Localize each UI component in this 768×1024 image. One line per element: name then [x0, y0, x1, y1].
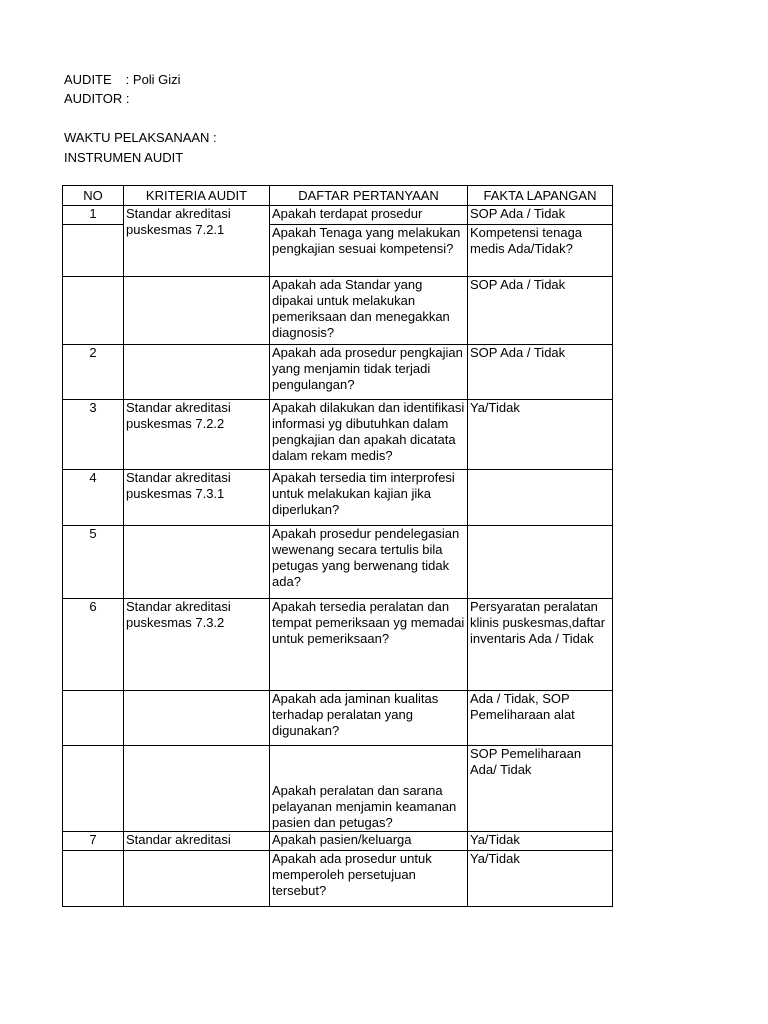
row-fakta [468, 526, 613, 599]
table-row [63, 345, 613, 400]
instrumen-label: INSTRUMEN AUDIT [64, 150, 184, 165]
row-pertanyaan: Apakah ada prosedur pengkajian yang menjamin tidak terjadi pengulangan? [270, 345, 468, 400]
row-fakta: Ya/Tidak [468, 832, 613, 851]
row-kriteria [124, 277, 270, 345]
row-kriteria: Standar akreditasi puskesmas 7.2.2 [124, 400, 270, 470]
table-row [63, 400, 613, 470]
row-no: 2 [63, 345, 124, 400]
row-pertanyaan: Apakah peralatan dan sarana pelayanan menjamin keamanan pasien dan petugas? [270, 746, 468, 832]
waktu-label: WAKTU PELAKSANAAN : [64, 130, 217, 145]
row-pertanyaan-text: Apakah dilakukan dan identifikasi informasi yg dibutuhkan dalam pengkajian dan apakah dicatata dalam rekam medis? [272, 400, 465, 462]
row-kriteria [124, 345, 270, 400]
row-no: 1 [63, 206, 124, 225]
header-no: NO [63, 186, 124, 206]
row-fakta: SOP Ada / Tidak [468, 277, 613, 345]
row-fakta: Persyaratan peralatan klinis puskesmas,daftar inventaris Ada / Tidak [468, 599, 613, 691]
table-row [63, 746, 613, 832]
table-row [63, 206, 613, 225]
audite-value: : Poli Gizi [125, 72, 181, 87]
row-pertanyaan: Apakah ada prosedur untuk memperoleh persetujuan tersebut? [270, 851, 468, 907]
row-kriteria: Standar akreditasi puskesmas 7.2.1 [124, 206, 270, 277]
row-pertanyaan: Apakah terdapat prosedur [270, 206, 468, 225]
table-row [63, 277, 613, 345]
row-no [63, 746, 124, 832]
table-row [63, 691, 613, 746]
header-pertanyaan: DAFTAR PERTANYAAN [270, 186, 468, 206]
row-kriteria [124, 526, 270, 599]
row-no [63, 277, 124, 345]
row-no: 6 [63, 599, 124, 691]
auditor-label: AUDITOR : [64, 91, 130, 106]
row-fakta: SOP Pemeliharaan Ada/ Tidak [468, 746, 613, 832]
row-fakta: Ya/Tidak [468, 851, 613, 907]
row-fakta: SOP Ada / Tidak [468, 206, 613, 225]
header-kriteria: KRITERIA AUDIT [124, 186, 270, 206]
row-fakta: Kompetensi tenaga medis Ada/Tidak? [468, 225, 613, 277]
row-pertanyaan: Apakah Tenaga yang melakukan pengkajian sesuai kompetensi? [270, 225, 468, 277]
row-kriteria: Standar akreditasi puskesmas 7.3.1 [124, 470, 270, 526]
row-no: 4 [63, 470, 124, 526]
row-no [63, 691, 124, 746]
row-pertanyaan: Apakah tersedia peralatan dan tempat pemeriksaan yg memadai untuk pemeriksaan? [270, 599, 468, 691]
row-pertanyaan: Apakah ada jaminan kualitas terhadap peralatan yang digunakan? [270, 691, 468, 746]
row-pertanyaan [270, 400, 468, 470]
audite-line [64, 72, 181, 88]
row-fakta: Ya/Tidak [468, 400, 613, 470]
row-kriteria [124, 746, 270, 832]
row-pertanyaan: Apakah pasien/keluarga [270, 832, 468, 851]
table-row [63, 470, 613, 526]
header-fakta: FAKTA LAPANGAN [468, 186, 613, 206]
audite-label: AUDITE [64, 72, 112, 87]
row-kriteria: Standar akreditasi puskesmas 7.3.2 [124, 599, 270, 691]
row-no: 3 [63, 400, 124, 470]
audit-table [62, 185, 613, 907]
table-row [63, 851, 613, 907]
row-kriteria: Standar akreditasi [124, 832, 270, 851]
row-pertanyaan: Apakah prosedur pendelegasian wewenang secara tertulis bila petugas yang berwenang tidak ada? [270, 526, 468, 599]
row-no [63, 851, 124, 907]
row-kriteria [124, 851, 270, 907]
row-pertanyaan: Apakah ada Standar yang dipakai untuk melakukan pemeriksaan dan menegakkan diagnosis? [270, 277, 468, 345]
row-fakta: SOP Ada / Tidak [468, 345, 613, 400]
table-row [63, 599, 613, 691]
table-row [63, 526, 613, 599]
table-header-row [63, 186, 613, 206]
row-no [63, 225, 124, 277]
row-pertanyaan: Apakah tersedia tim interprofesi untuk melakukan kajian jika diperlukan? [270, 470, 468, 526]
row-fakta [468, 470, 613, 526]
row-fakta: Ada / Tidak, SOP Pemeliharaan alat [468, 691, 613, 746]
row-kriteria [124, 691, 270, 746]
row-no: 5 [63, 526, 124, 599]
table-row [63, 832, 613, 851]
row-no: 7 [63, 832, 124, 851]
